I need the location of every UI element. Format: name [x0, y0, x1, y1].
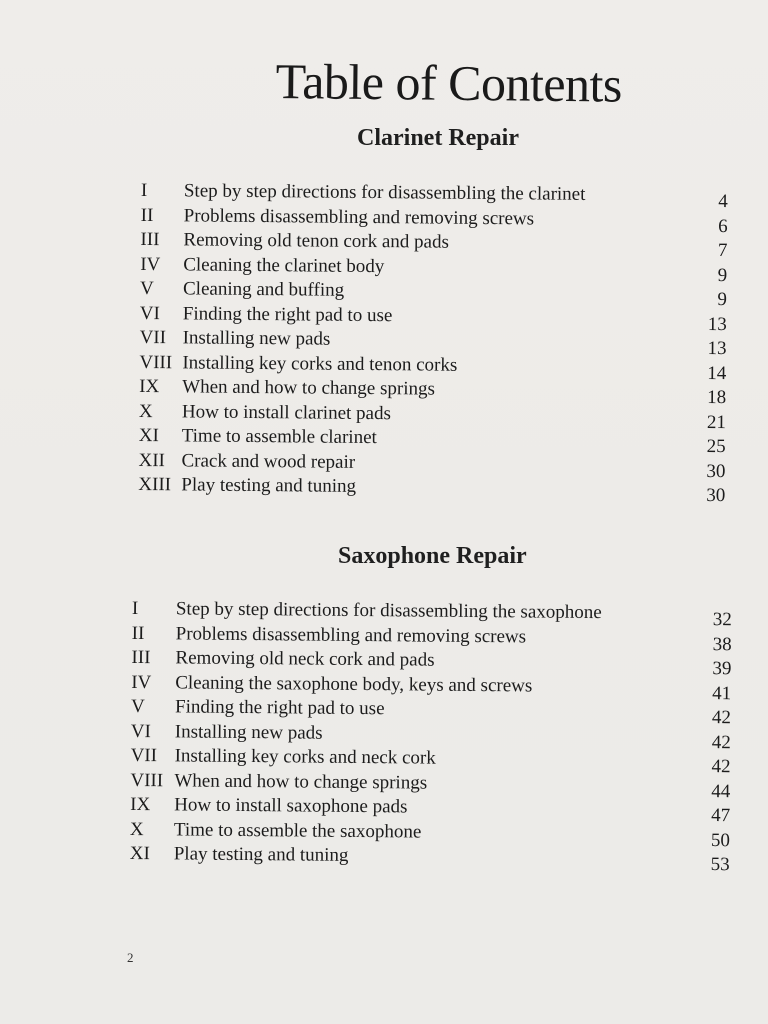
toc-entry-page: 30 — [706, 460, 726, 482]
toc-entry-numeral: IX — [139, 375, 160, 398]
toc-entry-title: Time to assemble the saxophone — [173, 818, 422, 843]
toc-entry-title: Cleaning and buffing — [182, 278, 345, 301]
toc-entry-title: Play testing and tuning — [181, 474, 357, 497]
toc-entry-title: Time to assemble clarinet — [181, 425, 377, 449]
toc-entry-title: Cleaning the saxophone body, keys and screws — [175, 671, 533, 696]
toc-entry-page: 42 — [711, 731, 731, 753]
toc-entry-numeral: XIII — [138, 473, 172, 496]
toc-entry-numeral: X — [138, 400, 153, 422]
toc-entry-title: Removing old tenon cork and pads — [183, 229, 449, 253]
toc-entry-numeral: XII — [138, 449, 166, 471]
toc-entry-numeral: II — [140, 204, 154, 226]
toc-entry-title: Finding the right pad to use — [182, 302, 393, 326]
toc-entry-page: 25 — [706, 435, 726, 458]
toc-entry-page: 50 — [710, 829, 731, 851]
toc-entry-numeral: XI — [129, 842, 150, 865]
toc-entry-page: 14 — [707, 362, 727, 384]
toc-entry-page: 13 — [707, 337, 727, 360]
toc-entry-numeral: V — [130, 695, 145, 718]
toc-entry-numeral: I — [131, 598, 139, 620]
toc-entry-page: 9 — [717, 289, 728, 311]
toc-entry-numeral: V — [139, 277, 154, 300]
toc-entry-title: Cleaning the clarinet body — [183, 253, 385, 277]
toc-entry-numeral: IV — [140, 253, 161, 275]
toc-entry-numeral: VI — [139, 302, 160, 324]
toc-entry-page: 4 — [718, 191, 728, 213]
toc-entry-page: 21 — [706, 411, 727, 433]
toc-entry-title: Installing key corks and tenon corks — [182, 351, 458, 376]
toc-entry-numeral: VII — [130, 744, 158, 767]
toc-entry-page: 44 — [711, 780, 731, 802]
toc-entry-title: Installing new pads — [182, 327, 331, 350]
toc-entry-numeral: IX — [130, 793, 151, 816]
toc-entry-title: How to install saxophone pads — [174, 794, 408, 818]
toc-entry-title: When and how to change springs — [174, 769, 428, 794]
toc-entry-page: 32 — [712, 609, 732, 631]
toc-entry-title: Step by step directions for disassembling the saxophone — [175, 598, 602, 624]
toc-entry-numeral: VIII — [130, 769, 164, 791]
toc-entry-title: Problems disassembling and removing screws — [175, 622, 527, 647]
toc-entry-page: 42 — [711, 707, 732, 729]
saxophone-toc-list — [129, 598, 732, 876]
toc-entry-page: 42 — [711, 756, 731, 778]
toc-entry-page: 53 — [710, 854, 730, 876]
toc-entry-title: Problems disassembling and removing screws — [183, 204, 535, 229]
toc-entry-numeral: I — [140, 180, 148, 202]
toc-entry-page: 38 — [712, 633, 732, 655]
toc-entry-title: When and how to change springs — [182, 376, 436, 400]
toc-entry-title: Installing new pads — [174, 720, 323, 744]
toc-entry-numeral: II — [131, 622, 145, 644]
toc-entry-numeral: VI — [130, 720, 151, 742]
toc-entry-numeral: VII — [139, 326, 167, 349]
toc-entry-page: 39 — [712, 658, 732, 680]
toc-entry-page: 7 — [717, 240, 728, 262]
page-title: Table of Contents — [275, 52, 623, 113]
toc-entry-title: How to install clarinet pads — [181, 400, 392, 424]
toc-entry-title: Finding the right pad to use — [174, 696, 385, 720]
toc-entry-title: Play testing and tuning — [173, 843, 349, 866]
toc-entry-numeral: III — [140, 228, 160, 251]
saxophone-section-heading: Saxophone Repair — [338, 543, 527, 569]
toc-entry-numeral: VIII — [139, 351, 173, 373]
toc-entry-title: Crack and wood repair — [181, 449, 356, 473]
clarinet-toc-list — [138, 180, 728, 507]
toc-entry-title: Installing key corks and neck cork — [174, 745, 436, 769]
toc-entry-page: 18 — [707, 386, 727, 409]
toc-entry-page: 30 — [706, 484, 726, 507]
clarinet-section-heading: Clarinet Repair — [357, 125, 519, 151]
toc-entry-title: Step by step directions for disassembling the clarinet — [183, 180, 586, 205]
toc-entry-page: 13 — [707, 313, 727, 335]
toc-entry-page: 9 — [717, 264, 728, 286]
page-number: 2 — [127, 950, 134, 965]
toc-entry-numeral: X — [129, 818, 144, 840]
toc-entry-numeral: IV — [131, 671, 152, 693]
toc-entry-page: 6 — [718, 215, 728, 237]
toc-entry-page: 41 — [712, 682, 732, 704]
toc-entry-page: 47 — [711, 805, 731, 827]
toc-entry-numeral: XI — [138, 424, 159, 447]
toc-entry-title: Removing old neck cork and pads — [175, 647, 435, 671]
toc-entry-numeral: III — [131, 646, 151, 669]
